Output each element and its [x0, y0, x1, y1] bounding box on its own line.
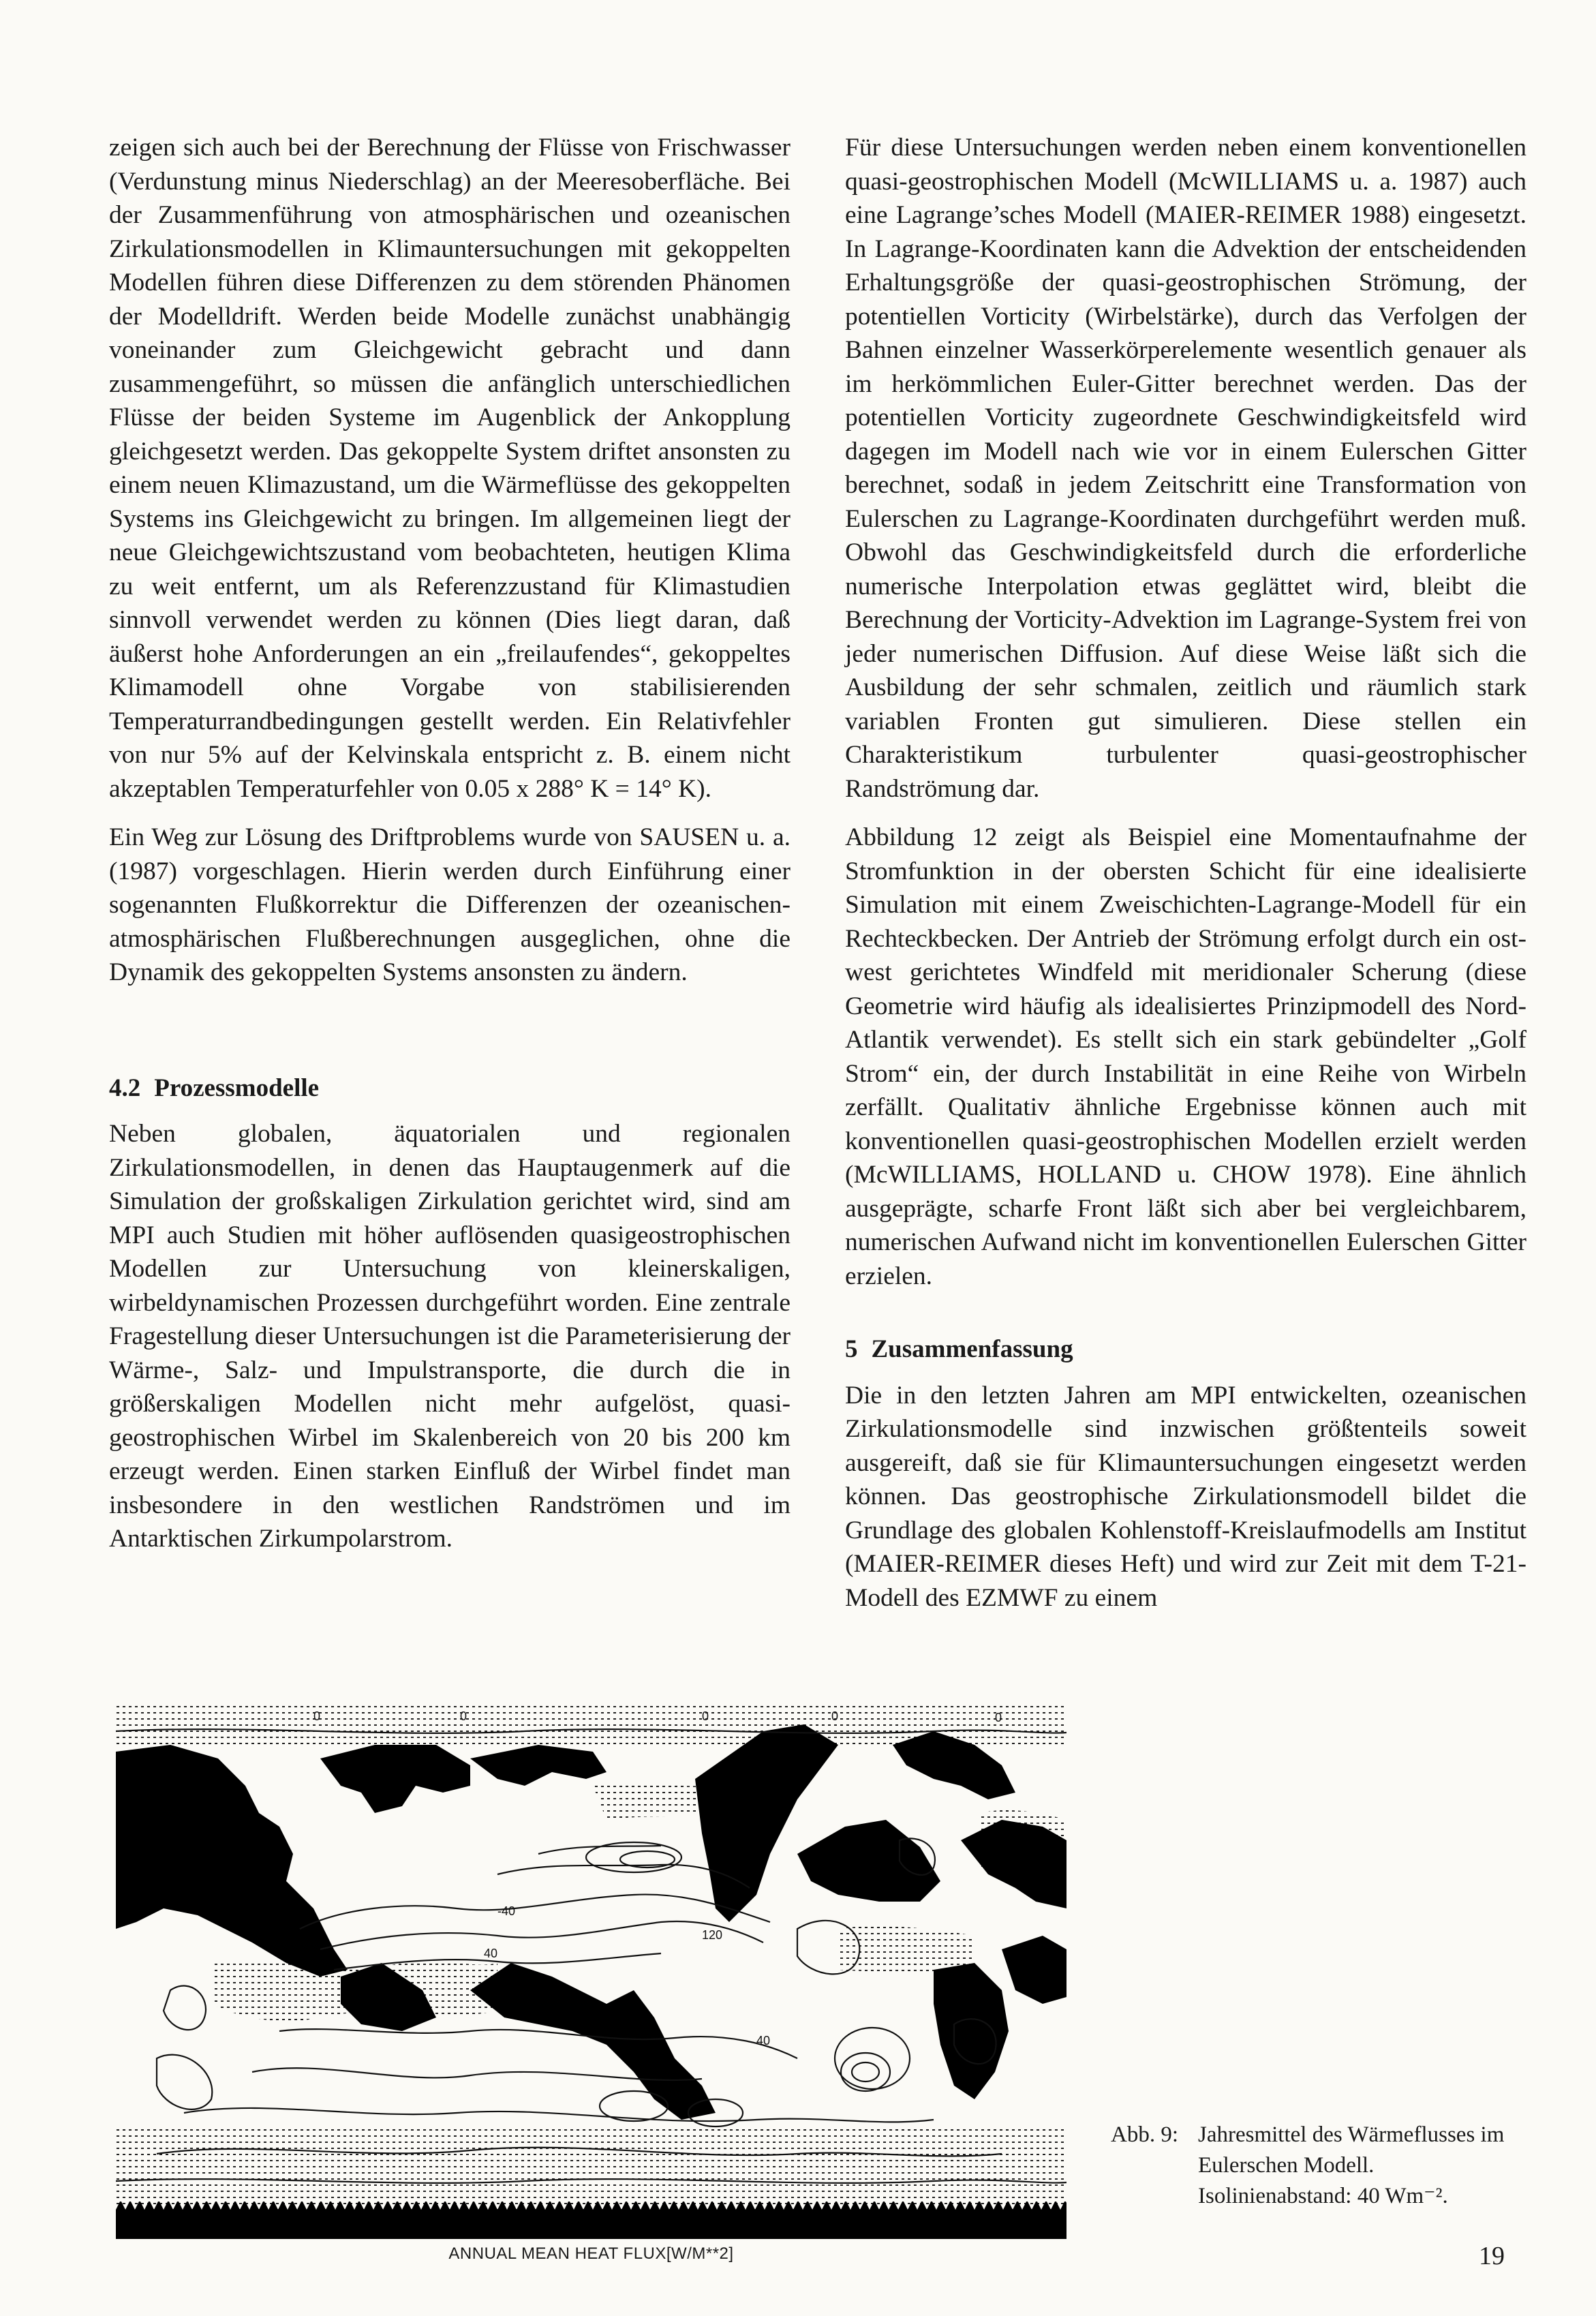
body-paragraph: Die in den letzten Jahren am MPI entwickelten, ozeanischen Zirkulationsmodelle sind inzwischen größtenteils soweit ausgereift, daß sie für Klimauntersuchungen eingesetzt werden können. Das geostrophische Zirkulationsmodell bildet die Grundlage des globalen Kohlenstoff-Kreislaufmodells am Institut (MAIER-REIMER dieses Heft) und wird zur Zeit mit dem T-21-Modell des EZMWF zu einem — [845, 1381, 1526, 1612]
contour-label: 0 — [460, 1709, 467, 1723]
body-paragraph: Für diese Untersuchungen werden neben einem konventionellen quasi-geostrophischen Modell (McWILLIAMS u. a. 1987) auch eine Lagrange’sches Modell (MAIER-REIMER 1988) eingesetzt. In Lagrange-Koordinaten kann die Advektion der entscheidenden Erhaltungsgröße der quasi-geostrophischen Strömung, der potentiellen Vorticity (Wirbelstärke), durch das Verfolgen der Bahnen einzelner Wasserkörperelemente wesentlich genauer als im herkömmlichen Euler-Gitter berechnet werden. Das der potentiellen Vorticity zugeordnete Geschwindigkeitsfeld wird dagegen im Modell nach wie vor in einem Eulerschen Gitter berechnet, sodaß in jedem Zeitschritt eine Transformation von Eulerschen zu Lagrange-Koordinaten durchgeführt werden muß. Obwohl das Geschwindigkeitsfeld durch die erforderliche numerische Interpolation etwas geglättet wird, bleibt die Berechnung der Vorticity-Advektion im Lagrange-System frei von jeder numerischen Diffusion. Auf diese Weise läßt sich die Ausbildung der sehr schmalen, zeitlich und räumlich stark variablen Fronten gut simulieren. Diese stellen ein Charakteristikum turbulenter quasi-geostrophischer Randströmung dar. — [845, 134, 1526, 803]
contour-label: 0 — [831, 1709, 839, 1723]
contour-label: 120 — [702, 1928, 723, 1942]
left-column — [109, 131, 791, 1556]
section-heading — [109, 1071, 791, 1106]
right-column — [845, 131, 1526, 1615]
contour-label: 0 — [995, 1711, 1002, 1724]
section-title: Zusammenfassung — [871, 1335, 1073, 1363]
page-number: 19 — [1479, 2242, 1505, 2270]
contour-label: 40 — [756, 2034, 771, 2047]
contour-label: 0 — [313, 1709, 321, 1723]
figure-caption — [1111, 2120, 1506, 2212]
body-paragraph: Neben globalen, äquatorialen und regionalen Zirkulationsmodellen, in denen das Hauptaugenmerk auf die Simulation der großskaligen Zirkulation gerichtet wird, sind am MPI auch Studien mit höher auflösenden quasigeostrophischen Modellen zur Untersuchung von kleinerskaligen, wirbeldynamischen Prozessen durchgeführt worden. Eine zentrale Fragestellung dieser Untersuchungen ist die Parameterisierung der Wärme-, Salz- und Impulstransporte, die durch die in größerskaligen Modellen nicht mehr aufgelöst, quasi-geostrophischen Wirbel im Skalenbereich von 20 bis 200 km erzeugt werden. Einen starken Einfluß der Wirbel findet man insbesondere in den westlichen Randströmen und im Antarktischen Zirkumpolarstrom. — [109, 1120, 791, 1553]
contour-label: 40 — [484, 1947, 498, 1960]
section-heading — [845, 1332, 1526, 1367]
caption-label: Abb. 9: — [1111, 2122, 1178, 2147]
body-paragraph: Ein Weg zur Lösung des Driftproblems wurde von SAUSEN u. a. (1987) vorgeschlagen. Hierin werden durch Einführung einer sogenannten Flußkorrektur die Differenzen der ozeanischen-atmosphärischen Flußberechnungen ausgeglichen, ohne die Dynamik des gekoppelten Systems ansonsten zu ändern. — [109, 823, 791, 986]
figure-title: ANNUAL MEAN HEAT FLUX[W/M**2] — [448, 2244, 734, 2263]
caption-text: Jahresmittel des Wärmeflusses im Eulerschen Modell. Isolinienabstand: 40 Wm⁻². — [1198, 2122, 1505, 2208]
heat-flux-map-figure — [116, 1704, 1066, 2239]
contour-label: -40 — [497, 1904, 516, 1918]
section-number: 5 — [845, 1335, 858, 1363]
section-title: Prozessmodelle — [154, 1073, 320, 1102]
contour-label: 0 — [702, 1709, 709, 1723]
body-paragraph: Abbildung 12 zeigt als Beispiel eine Momentaufnahme der Stromfunktion in der obersten Schicht für eine idealisierte Simulation mit einem Zweischichten-Lagrange-Modell für ein Rechteckbecken. Der Antrieb der Strömung erfolgt durch ein ost-west gerichtetes Windfeld mit meridionaler Scherung (diese Geometrie wird häufig als idealisiertes Prinzipmodell des Nord-Atlantik verwendet). Es stellt sich ein stark gebündelter „Golf Strom“ ein, der durch Instabilität in eine Reihe von Wirbeln zerfällt. Qualitativ ähnliche Ergebnisse können auch mit konventionellen quasi-geostrophischen Modellen erzielt werden (McWILLIAMS, HOLLAND u. CHOW 1978). Eine ähnlich ausgeprägte, scharfe Front läßt sich aber bei vergleichbarem, numerischen Aufwand nicht im konventionellen Eulerschen Gitter erzielen. — [845, 823, 1526, 1290]
heat-flux-map — [116, 1704, 1066, 2239]
section-number: 4.2 — [109, 1073, 141, 1102]
body-paragraph: zeigen sich auch bei der Berechnung der Flüsse von Frischwasser (Verdunstung minus Niederschlag) an der Meeresoberfläche. Bei der Zusammenführung von atmosphärischen und ozeanischen Zirkulationsmodellen in Klimauntersuchungen mit gekoppelten Modellen führen diese Differenzen zu dem störenden Phänomen der Modelldrift. Werden beide Modelle zunächst unabhängig voneinander zum Gleichgewicht gebracht und dann zusammengeführt, so müssen die anfänglich unterschiedlichen Flüsse der beiden Systeme im Augenblick der Ankopplung gleichgesetzt werden. Das gekoppelte System driftet ansonsten zu einem neuen Klimazustand, um die Wärmeflüsse des gekoppelten Systems ins Gleichgewicht zu bringen. Im allgemeinen liegt der neue Gleichgewichtszustand vom beobachteten, heutigen Klima zu weit entfernt, um als Referenzzustand für Klimastudien sinnvoll verwendet werden zu können (Dies liegt daran, daß äußerst hohe Anforderungen an ein „freilaufendes“, gekoppeltes Klimamodell ohne Vorgabe von stabilisierenden Temperaturrandbedingungen gestellt werden. Ein Relativfehler von nur 5% auf der Kelvinskala entspricht z. B. einem nicht akzeptablen Temperaturfehler von 0.05 x 288° K = 14° K). — [109, 134, 791, 803]
